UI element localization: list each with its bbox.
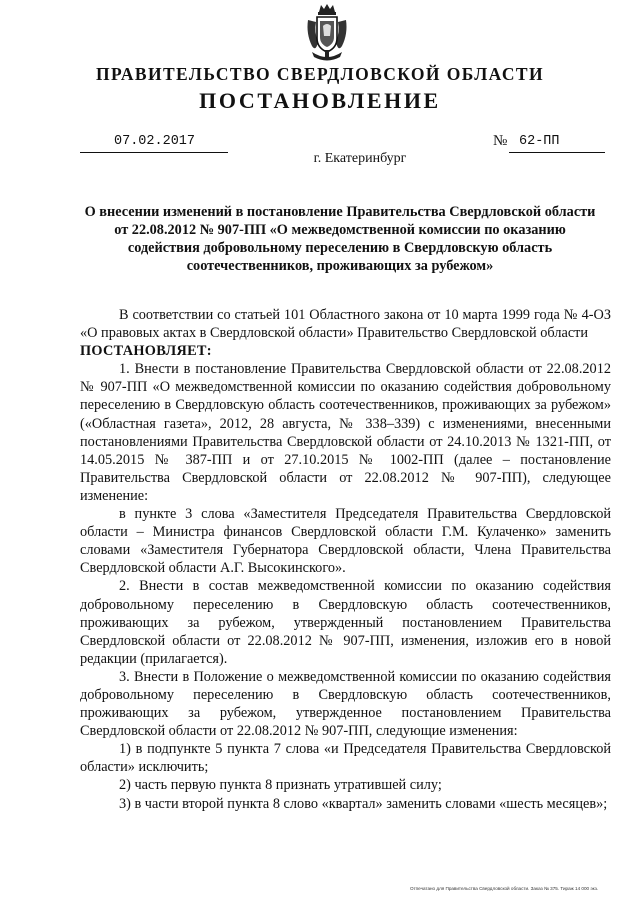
- document-type-title: ПОСТАНОВЛЕНИЕ: [199, 88, 441, 113]
- document-heading: О внесении изменений в постановление Правительства Свердловской области от 22.08.2012 № 907-ПП «О межведомственной комиссии по оказанию содействия добровольному переселению в Свердловскую область соотечественников, проживающих за рубежом»: [84, 204, 596, 274]
- number-sign: №: [493, 133, 508, 149]
- document-date: 07.02.2017: [80, 134, 228, 153]
- city-name: г. Екатеринбург: [313, 151, 407, 166]
- paragraph-3-item-1: 1) в подпункте 5 пункта 7 слова «и Председателя Правительства Свердловской области» исключить;: [80, 741, 611, 776]
- document-number: 62-ПП: [509, 134, 605, 153]
- document-body: [80, 306, 611, 813]
- paragraph-1-change: в пункте 3 слова «Заместителя Председателя Правительства Свердловской области – Министра финансов Свердловской области Г.М. Кулаченко» заменить словами «Заместителя Губернатора Свердловской области, Члена Правительства Свердловской области А.Г. Высокинского».: [80, 506, 611, 577]
- paragraph-3-item-3: 3) в части второй пункта 8 слово «квартал» заменить словами «шесть месяцев»;: [119, 795, 608, 812]
- paragraph-2: 2. Внести в состав межведомственной комиссии по оказанию содействия добровольному переселению в Свердловскую область соотечественников, проживающих за рубежом, утвержденный постановлением Правительства Свердловской области от 22.08.2012 № 907-ПП, изменения, изложив его в новой редакции (прилагается).: [80, 578, 611, 667]
- paragraph-3-item-2: 2) часть первую пункта 8 признать утратившей силу;: [119, 777, 442, 794]
- resolves-heading: ПОСТАНОВЛЯЕТ:: [80, 343, 212, 360]
- government-title: ПРАВИТЕЛЬСТВО СВЕРДЛОВСКОЙ ОБЛАСТИ: [96, 64, 544, 84]
- paragraph-3: 3. Внести в Положение о межведомственной комиссии по оказанию содействия добровольному переселению в Свердловскую область соотечественников, проживающих за рубежом, утвержденное постановлением Правительства Свердловской области от 22.08.2012 № 907-ПП, следующие изменения:: [80, 668, 611, 740]
- coat-of-arms-icon: [304, 2, 350, 62]
- preamble-paragraph: В соответствии со статьей 101 Областного закона от 10 марта 1999 года № 4-ОЗ «О правовых актах в Свердловской области» Правительство Свердловской области: [80, 307, 611, 342]
- paragraph-1: 1. Внести в постановление Правительства Свердловской области от 22.08.2012 № 907-ПП «О межведомственной комиссии по оказанию содействия добровольному переселению в Свердловскую область соотечественников, проживающих за рубежом» («Областная газета», 2012, 28 августа, № 338–339) с изменениями, внесенными постановлениями Правительства Свердловской области от 24.10.2013 № 1321-ПП, от 14.05.2015 № 387-ПП и от 27.10.2015 № 1002-ПП (далее – постановление Правительства Свердловской области от 22.08.2012 № 907-ПП), следующее изменение:: [80, 361, 611, 504]
- print-note: Отпечатано для Правительства Свердловской области. Заказ № 375. Тираж 14 000 экз.: [410, 886, 599, 891]
